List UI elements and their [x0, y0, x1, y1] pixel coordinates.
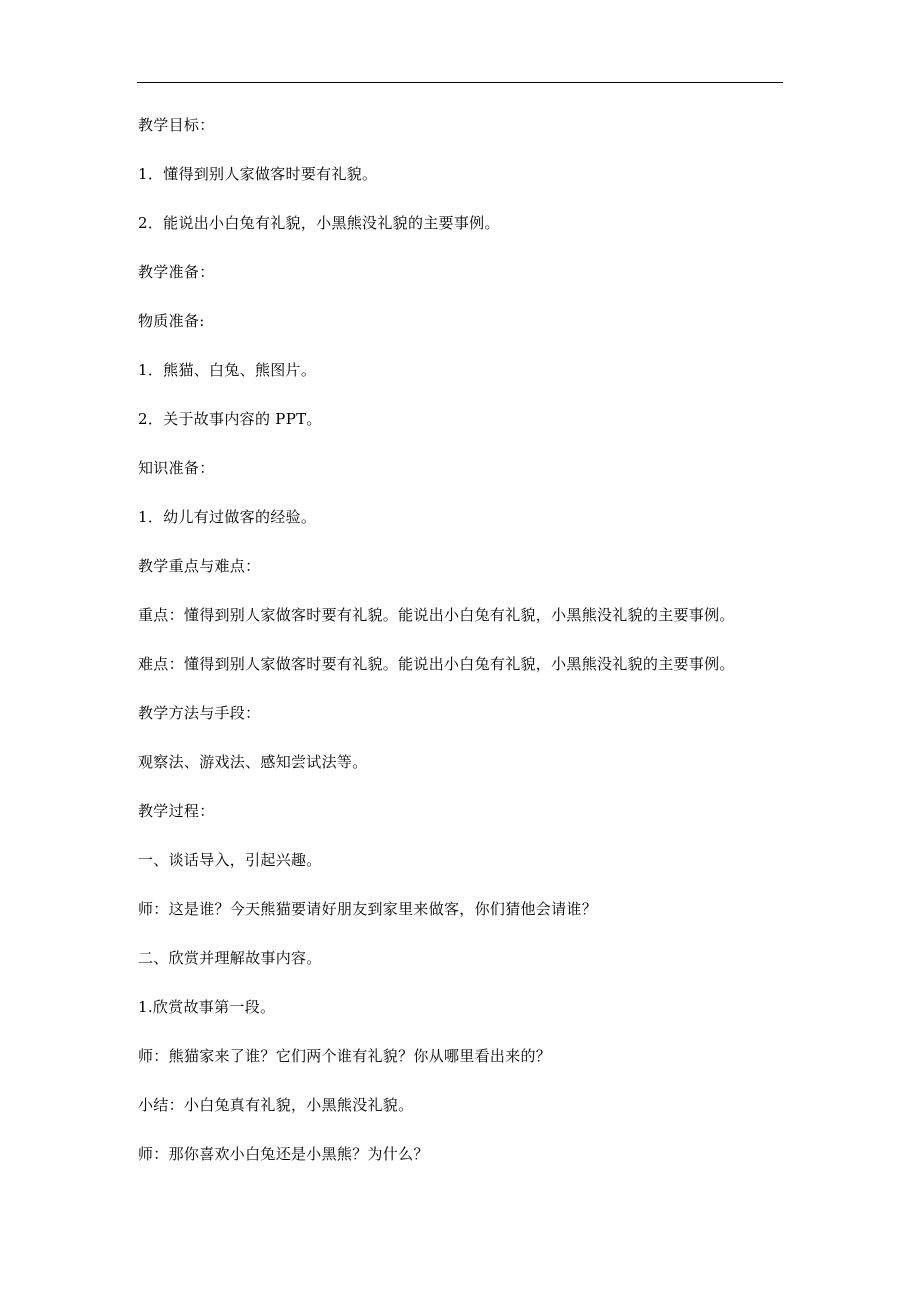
subheading-knowledge-preparation: 知识准备：: [138, 459, 215, 477]
header-rule: [137, 82, 783, 83]
material-item-1: 1．熊猫、白兔、熊图片。: [138, 361, 317, 379]
subheading-material-preparation: 物质准备:: [138, 312, 205, 330]
objective-item-2: 2．能说出小白兔有礼貌，小黑熊没礼貌的主要事例。: [138, 214, 500, 232]
teacher-line-3: 师：那你喜欢小白兔还是小黑熊？为什么？: [138, 1145, 429, 1163]
difficulty-text: 难点：懂得到别人家做客时要有礼貌。能说出小白兔有礼貌，小黑熊没礼貌的主要事例。: [138, 655, 735, 673]
knowledge-item-1: 1．幼儿有过做客的经验。: [138, 508, 317, 526]
section-heading-methods: 教学方法与手段：: [138, 704, 261, 722]
process-step-1-heading: 一、谈话导入，引起兴趣。: [138, 851, 322, 869]
methods-text: 观察法、游戏法、感知尝试法等。: [138, 753, 368, 771]
objective-item-1: 1．懂得到别人家做客时要有礼貌。: [138, 165, 378, 183]
material-item-2: 2．关于故事内容的 PPT。: [138, 410, 322, 428]
process-step-2-heading: 二、欣赏并理解故事内容。: [138, 949, 322, 967]
teacher-line-1: 师：这是谁？今天熊猫要请好朋友到家里来做客，你们猜他会请谁？: [138, 900, 598, 918]
section-heading-process: 教学过程：: [138, 802, 215, 820]
section-heading-key-points: 教学重点与难点：: [138, 557, 261, 575]
summary-line: 小结：小白兔真有礼貌，小黑熊没礼貌。: [138, 1096, 414, 1114]
teacher-line-2: 师：熊猫家来了谁？它们两个谁有礼貌？你从哪里看出来的？: [138, 1047, 552, 1065]
document-body: [138, 110, 788, 1188]
key-point-text: 重点：懂得到别人家做客时要有礼貌。能说出小白兔有礼貌，小黑熊没礼貌的主要事例。: [138, 606, 735, 624]
section-heading-objectives: 教学目标：: [138, 116, 215, 134]
process-substep-1: 1.欣赏故事第一段。: [138, 998, 276, 1016]
section-heading-preparation: 教学准备：: [138, 263, 215, 281]
